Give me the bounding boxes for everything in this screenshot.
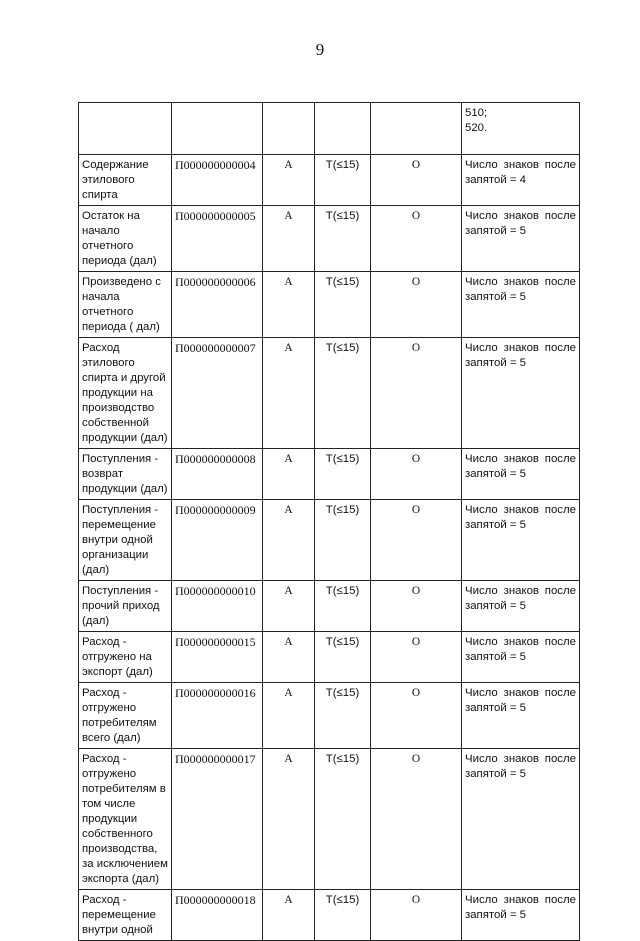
note-cell: [462, 103, 580, 155]
code-cell: П000000000017: [172, 749, 263, 890]
code-cell: П000000000008: [172, 449, 263, 500]
table-row: [79, 338, 580, 449]
note-cell: Число знаков после запятой = 5: [462, 683, 580, 749]
name-cell: Содержание этилового спирта: [79, 155, 172, 206]
type-cell: А: [263, 155, 315, 206]
name-cell: Поступления - перемещение внутри одной организации (дал): [79, 500, 172, 581]
table-row: [79, 449, 580, 500]
note-line: 520.: [465, 122, 488, 134]
table-row: [79, 749, 580, 890]
note-cell: Число знаков после запятой = 5: [462, 338, 580, 449]
format-cell: Т(≤15): [315, 683, 371, 749]
table-row: [79, 500, 580, 581]
page-number: 9: [315, 40, 325, 59]
required-cell: О: [371, 500, 462, 581]
name-cell: Расход - отгружено потребителям всего (дал): [79, 683, 172, 749]
format-cell: Т(≤15): [315, 890, 371, 941]
format-cell: Т(≤15): [315, 500, 371, 581]
table-row: [79, 103, 580, 155]
required-cell: О: [371, 749, 462, 890]
type-cell: А: [263, 272, 315, 338]
note-cell: Число знаков после запятой = 5: [462, 449, 580, 500]
type-cell: А: [263, 749, 315, 890]
note-cell: Число знаков после запятой = 5: [462, 632, 580, 683]
format-cell: Т(≤15): [315, 338, 371, 449]
code-cell: П000000000010: [172, 581, 263, 632]
name-cell: Расход - перемещение внутри одной: [79, 890, 172, 941]
required-cell: О: [371, 338, 462, 449]
note-line: 510;: [465, 107, 488, 119]
type-cell: А: [263, 683, 315, 749]
note-cell: Число знаков после запятой = 4: [462, 155, 580, 206]
name-cell: Расход - отгружено на экспорт (дал): [79, 632, 172, 683]
type-cell: А: [263, 338, 315, 449]
code-cell: П000000000009: [172, 500, 263, 581]
note-cell: Число знаков после запятой = 5: [462, 500, 580, 581]
required-cell: О: [371, 272, 462, 338]
table-row: [79, 206, 580, 272]
type-cell: А: [263, 500, 315, 581]
format-cell: Т(≤15): [315, 206, 371, 272]
code-cell: П000000000005: [172, 206, 263, 272]
name-cell: [79, 103, 172, 155]
type-cell: А: [263, 632, 315, 683]
required-cell: [371, 103, 462, 155]
note-cell: Число знаков после запятой = 5: [462, 206, 580, 272]
name-cell: Произведено с начала отчетного периода ( дал): [79, 272, 172, 338]
format-cell: Т(≤15): [315, 581, 371, 632]
required-cell: О: [371, 449, 462, 500]
table-row: [79, 155, 580, 206]
name-cell: Поступления - возврат продукции (дал): [79, 449, 172, 500]
required-cell: О: [371, 581, 462, 632]
name-cell: Расход этилового спирта и другой продукции на производство собственной продукции (дал): [79, 338, 172, 449]
required-cell: О: [371, 683, 462, 749]
type-cell: [263, 103, 315, 155]
note-cell: Число знаков после запятой = 5: [462, 581, 580, 632]
format-cell: Т(≤15): [315, 632, 371, 683]
format-cell: Т(≤15): [315, 449, 371, 500]
type-cell: А: [263, 581, 315, 632]
format-cell: Т(≤15): [315, 155, 371, 206]
code-cell: П000000000006: [172, 272, 263, 338]
table-row: [79, 272, 580, 338]
table-row: [79, 632, 580, 683]
code-cell: П000000000015: [172, 632, 263, 683]
note-cell: Число знаков после запятой = 5: [462, 749, 580, 890]
required-cell: О: [371, 632, 462, 683]
format-cell: Т(≤15): [315, 749, 371, 890]
code-cell: П000000000016: [172, 683, 263, 749]
name-cell: Расход - отгружено потребителям в том числе продукции собственного производства, за исключением экспорта (дал): [79, 749, 172, 890]
type-cell: А: [263, 890, 315, 941]
required-cell: О: [371, 206, 462, 272]
requirements-table: [78, 102, 580, 941]
type-cell: А: [263, 206, 315, 272]
table-row: [79, 683, 580, 749]
table-row: [79, 581, 580, 632]
type-cell: А: [263, 449, 315, 500]
required-cell: О: [371, 155, 462, 206]
code-cell: П000000000018: [172, 890, 263, 941]
code-cell: П000000000004: [172, 155, 263, 206]
code-cell: [172, 103, 263, 155]
name-cell: Остаток на начало отчетного периода (дал): [79, 206, 172, 272]
note-cell: Число знаков после запятой = 5: [462, 272, 580, 338]
required-cell: О: [371, 890, 462, 941]
format-cell: [315, 103, 371, 155]
note-cell: Число знаков после запятой = 5: [462, 890, 580, 941]
name-cell: Поступления - прочий приход (дал): [79, 581, 172, 632]
code-cell: П000000000007: [172, 338, 263, 449]
format-cell: Т(≤15): [315, 272, 371, 338]
table-row: [79, 890, 580, 941]
